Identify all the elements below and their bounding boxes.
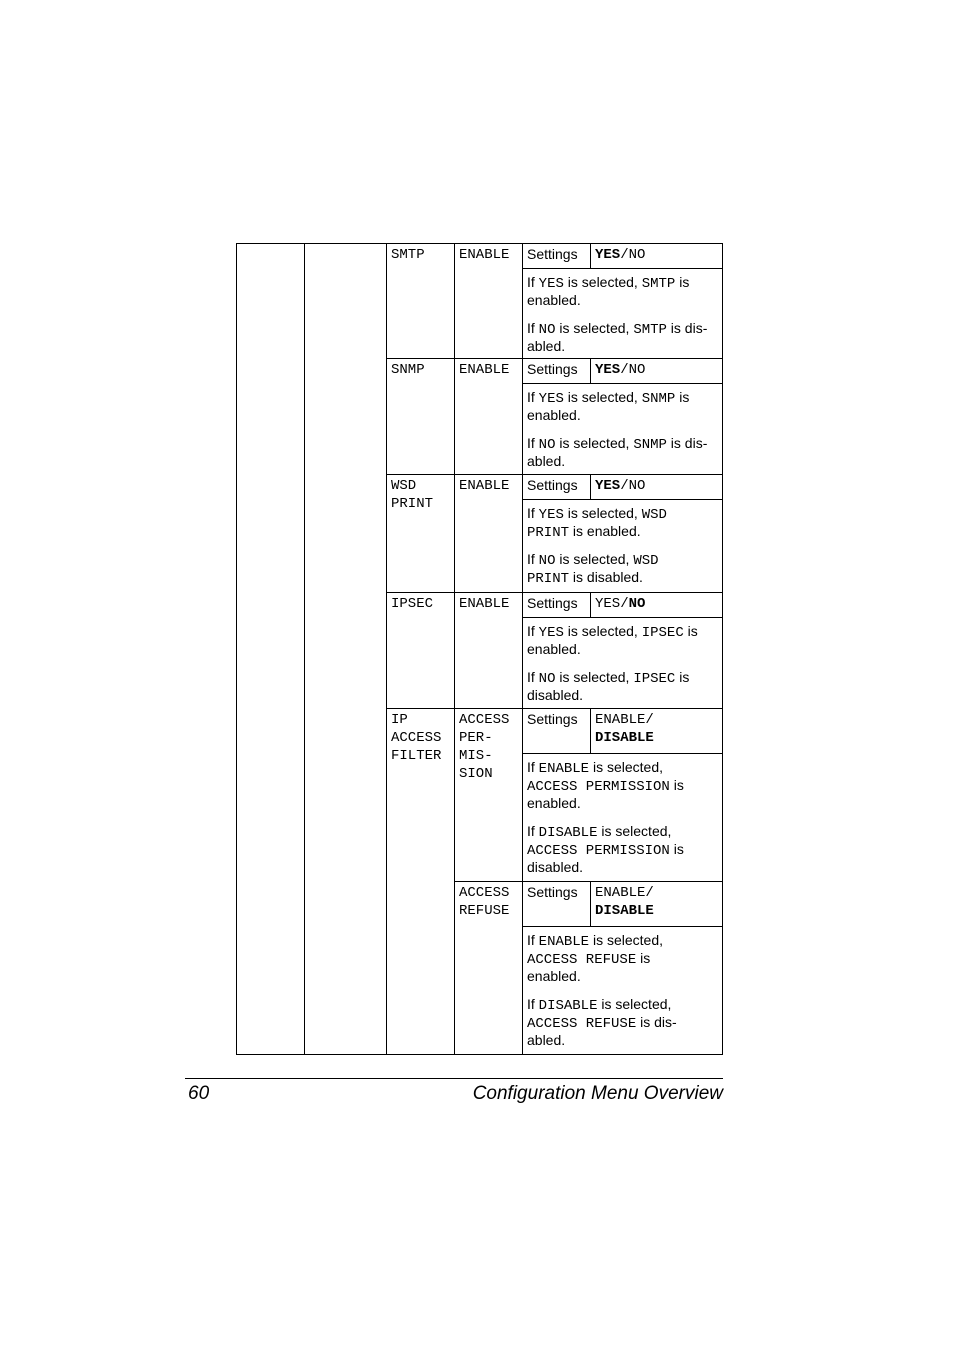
menu-item-name: SNMP (391, 362, 425, 378)
code-term: PRINT (527, 571, 570, 587)
description-text: is (669, 777, 684, 793)
description-text: is (669, 841, 684, 857)
code-term: DISABLE (538, 998, 598, 1014)
description-text: is (683, 623, 698, 639)
description-text: disabled. (527, 859, 584, 875)
description-enabled (527, 622, 698, 642)
code-term: WSD (633, 553, 659, 569)
description-text: is (675, 669, 690, 685)
column-divider-1 (304, 243, 305, 1055)
menu-item-name: WSD (391, 478, 417, 494)
settings-value-divider (590, 243, 591, 268)
row-divider (386, 592, 723, 593)
code-term: PRINT (527, 525, 570, 541)
code-term: ACCESS REFUSE (527, 1016, 637, 1032)
code-term: SNMP (641, 391, 676, 407)
description-text: is dis- (666, 320, 708, 336)
menu-item-name: SMTP (391, 247, 425, 263)
code-term: NO (538, 322, 556, 338)
code-term: SMTP (641, 276, 676, 292)
description-text: enabled. (527, 292, 581, 308)
option: /NO (620, 478, 646, 494)
description-text: If (527, 669, 539, 685)
description-disabled (527, 686, 583, 704)
menu-subitem-name: ENABLE (459, 362, 510, 378)
description-text: is selected, (563, 389, 642, 405)
description-enabled (527, 949, 650, 969)
description-text: If (527, 823, 539, 839)
settings-label: Settings (527, 246, 578, 262)
settings-value-divider (590, 358, 591, 383)
description-disabled (527, 337, 565, 355)
settings-label: Settings (527, 477, 578, 493)
description-text: is selected, (563, 505, 642, 521)
settings-label: Settings (527, 595, 578, 611)
description-disabled (527, 995, 671, 1015)
description-enabled (527, 931, 663, 951)
settings-label: Settings (527, 711, 578, 727)
description-enabled (527, 522, 641, 542)
menu-subitem-name: PER- (459, 730, 493, 746)
table-border-top (236, 243, 723, 244)
section-title: Configuration Menu Overview (472, 1083, 723, 1104)
settings-value (595, 711, 654, 729)
description-enabled (527, 388, 689, 408)
description-text: disabled. (527, 687, 584, 703)
description-text: If (527, 274, 539, 290)
description-disabled (527, 550, 659, 570)
description-text: If (527, 932, 539, 948)
settings-value-divider (590, 592, 591, 617)
menu-subitem-name: REFUSE (459, 903, 510, 919)
code-term: YES (538, 507, 564, 523)
description-text: is (636, 950, 651, 966)
code-term: ACCESS REFUSE (527, 952, 637, 968)
settings-value (595, 902, 654, 920)
description-text: is enabled. (569, 523, 641, 539)
settings-value-divider (590, 881, 591, 926)
settings-value (595, 477, 645, 495)
table-border-bottom (236, 1054, 723, 1055)
description-text: is (675, 274, 690, 290)
settings-value-divider (590, 474, 591, 499)
description-enabled (527, 504, 667, 524)
description-text: is selected, (589, 932, 664, 948)
menu-item-name: ACCESS (391, 730, 442, 746)
description-disabled (527, 452, 565, 470)
option: ENABLE/ (595, 885, 654, 901)
description-text: is selected, (563, 623, 642, 639)
row-divider (386, 708, 723, 709)
description-disabled (527, 319, 707, 339)
menu-subitem-name: MIS- (459, 748, 493, 764)
description-text: is selected, (555, 669, 634, 685)
settings-value (595, 361, 645, 379)
table-border-right (722, 243, 723, 1055)
menu-item-name: FILTER (391, 748, 442, 764)
config-menu-table (236, 243, 723, 1055)
default-option: YES (595, 247, 621, 263)
code-term: ENABLE (538, 934, 590, 950)
settings-label: Settings (527, 361, 578, 377)
description-text: is selected, (555, 551, 634, 567)
option: YES/ (595, 596, 629, 612)
description-enabled (527, 776, 684, 796)
description-disabled (527, 568, 643, 588)
description-text: If (527, 389, 539, 405)
row-divider (454, 881, 723, 882)
column-divider-2 (386, 243, 387, 1055)
table-border-left (236, 243, 237, 1055)
settings-value (595, 595, 645, 613)
code-term: NO (538, 437, 556, 453)
description-text: If (527, 551, 539, 567)
code-term: NO (538, 671, 556, 687)
default-option: DISABLE (595, 903, 654, 919)
page-number: 60 (188, 1083, 210, 1104)
description-enabled (527, 273, 689, 293)
description-text: is selected, (555, 320, 634, 336)
description-text: abled. (527, 1032, 566, 1048)
settings-value (595, 884, 654, 902)
code-term: YES (538, 625, 564, 641)
menu-item-name: IPSEC (391, 596, 434, 612)
settings-value-divider (590, 708, 591, 753)
description-text: is dis- (666, 435, 708, 451)
description-text: If (527, 505, 539, 521)
description-disabled (527, 1013, 677, 1033)
description-enabled (527, 794, 581, 812)
description-text: abled. (527, 338, 566, 354)
description-text: is disabled. (569, 569, 643, 585)
menu-item-name: IP (391, 712, 408, 728)
description-text: is dis- (636, 1014, 677, 1030)
description-text: abled. (527, 453, 566, 469)
settings-divider (522, 268, 723, 269)
description-disabled (527, 858, 583, 876)
description-disabled (527, 668, 689, 688)
description-text: is selected, (589, 759, 664, 775)
description-text: is selected, (555, 435, 634, 451)
code-term: IPSEC (633, 671, 676, 687)
code-term: YES (538, 276, 564, 292)
description-text: is selected, (597, 823, 672, 839)
code-term: NO (538, 553, 556, 569)
footer-rule (185, 1078, 723, 1079)
row-divider (386, 474, 723, 475)
description-text: If (527, 320, 539, 336)
column-divider-4 (522, 243, 523, 1055)
code-term: SNMP (633, 437, 667, 453)
description-text: If (527, 623, 539, 639)
default-option: NO (628, 596, 646, 612)
settings-divider (522, 617, 723, 618)
code-term: YES (538, 391, 564, 407)
code-term: ENABLE (538, 761, 590, 777)
code-term: ACCESS PERMISSION (527, 779, 670, 795)
option: /NO (620, 362, 646, 378)
menu-subitem-name: ACCESS (459, 712, 510, 728)
description-text: is selected, (563, 274, 642, 290)
option: ENABLE/ (595, 712, 654, 728)
menu-subitem-name: SION (459, 766, 493, 782)
option: /NO (620, 247, 646, 263)
row-divider (386, 358, 723, 359)
description-enabled (527, 406, 581, 424)
settings-divider (522, 383, 723, 384)
default-option: YES (595, 362, 621, 378)
description-disabled (527, 1031, 565, 1049)
description-enabled (527, 640, 581, 658)
settings-label: Settings (527, 884, 578, 900)
code-term: WSD (641, 507, 667, 523)
description-enabled (527, 967, 581, 985)
description-text: If (527, 996, 539, 1012)
description-enabled (527, 291, 581, 309)
settings-divider (522, 753, 723, 754)
description-text: enabled. (527, 795, 581, 811)
settings-divider (522, 499, 723, 500)
code-term: IPSEC (641, 625, 684, 641)
code-term: SMTP (633, 322, 667, 338)
description-text: If (527, 435, 539, 451)
code-term: DISABLE (538, 825, 598, 841)
description-text: is (675, 389, 690, 405)
description-text: enabled. (527, 641, 581, 657)
column-divider-3 (454, 243, 455, 1055)
code-term: ACCESS PERMISSION (527, 843, 670, 859)
description-text: enabled. (527, 407, 581, 423)
settings-divider (522, 926, 723, 927)
description-text: If (527, 759, 539, 775)
description-disabled (527, 840, 684, 860)
default-option: DISABLE (595, 730, 654, 746)
menu-subitem-name: ACCESS (459, 885, 510, 901)
settings-value (595, 729, 654, 747)
menu-subitem-name: ENABLE (459, 478, 510, 494)
settings-value (595, 246, 645, 264)
description-enabled (527, 758, 663, 778)
description-disabled (527, 822, 671, 842)
description-text: enabled. (527, 968, 581, 984)
default-option: YES (595, 478, 621, 494)
menu-subitem-name: ENABLE (459, 596, 510, 612)
description-disabled (527, 434, 707, 454)
menu-item-name: PRINT (391, 496, 434, 512)
description-text: is selected, (597, 996, 672, 1012)
menu-subitem-name: ENABLE (459, 247, 510, 263)
